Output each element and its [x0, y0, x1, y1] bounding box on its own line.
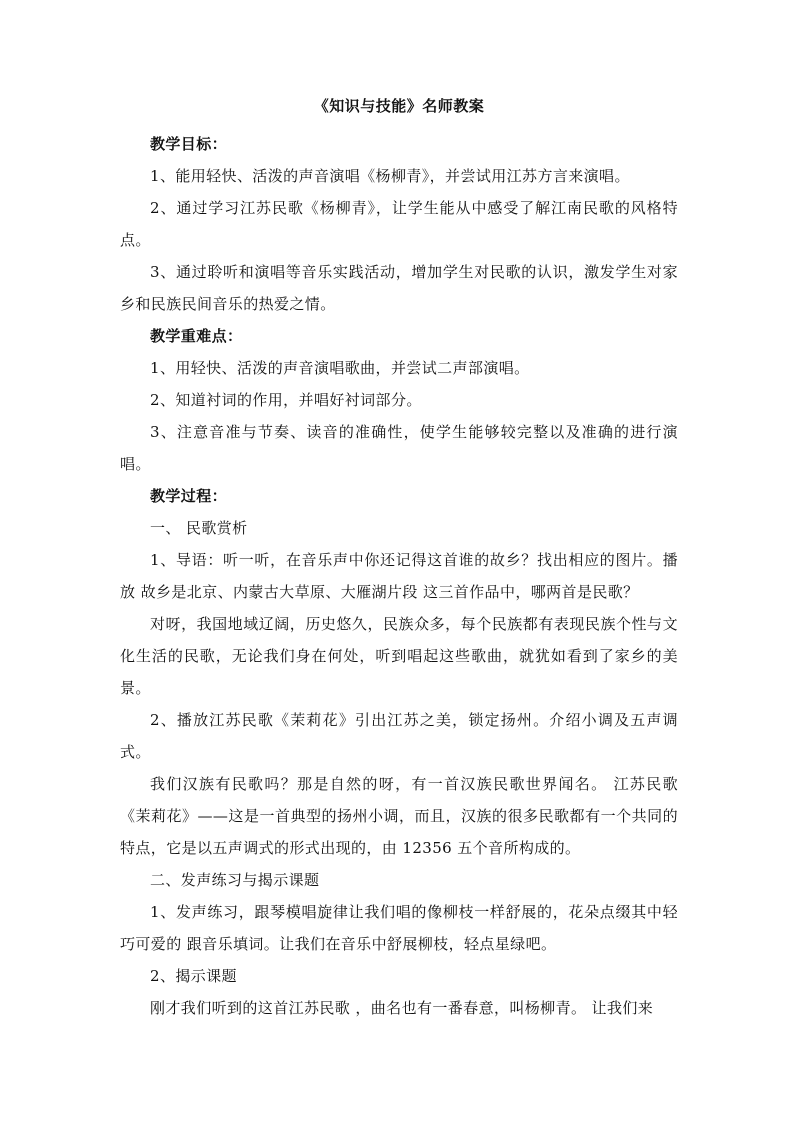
document-title: 《知识与技能》名师教案 [313, 97, 485, 115]
process-part-2-title: 二、发声练习与揭示课题 [150, 871, 320, 889]
objective-3: 3、通过聆听和演唱等音乐实践活动，增加学生对民歌的认识，激发学生对家乡和民族民间音乐的热爱之情。 [120, 263, 678, 313]
process-paragraph: 1、发声练习，跟琴模唱旋律让我们唱的像柳枝一样舒展的，花朵点缀其中轻巧可爱的 跟音乐填词。让我们在音乐中舒展柳枝，轻点星绿吧。 [120, 903, 678, 953]
objective-1: 1、能用轻快、活泼的声音演唱《杨柳青》，并尝试用江苏方言来演唱。 [150, 167, 630, 185]
process-paragraph: 对呀，我国地域辽阔，历史悠久，民族众多，每个民族都有表现民族个性与文化生活的民歌，无论我们身在何处，听到唱起这些歌曲，就犹如看到了家乡的美景。 [120, 615, 678, 697]
section-heading-process: 教学过程： [150, 487, 228, 505]
section-heading-key-points: 教学重难点： [150, 327, 243, 345]
key-point-1: 1、用轻快、活泼的声音演唱歌曲，并尝试二声部演唱。 [150, 359, 530, 377]
document-page [120, 96, 678, 1024]
process-paragraph: 2、揭示课题 [150, 967, 237, 985]
process-paragraph: 我们汉族有民歌吗？那是自然的呀，有一首汉族民歌世界闻名。 江苏民歌《茉莉花》——这是一首典型的扬州小调，而且，汉族的很多民歌都有一个共同的特点，它是以五声调式的形式出现的，由 12356 五个音所构成的。 [120, 775, 678, 857]
key-point-2: 2、知道衬词的作用，并唱好衬词部分。 [150, 391, 422, 409]
section-heading-objectives: 教学目标： [150, 135, 228, 153]
objective-2: 2、通过学习江苏民歌《杨柳青》，让学生能从中感受了解江南民歌的风格特点。 [120, 199, 678, 249]
process-part-1-title: 一、 民歌赏析 [150, 519, 248, 537]
process-paragraph: 1、导语：听一听，在音乐声中你还记得这首谁的故乡？找出相应的图片。播放 故乡是北京、内蒙古大草原、大雁湖片段 这三首作品中，哪两首是民歌？ [120, 551, 678, 601]
process-paragraph: 2、播放江苏民歌《茉莉花》引出江苏之美，锁定扬州。介绍小调及五声调式。 [120, 711, 678, 761]
process-paragraph: 刚才我们听到的这首江苏民歌 ，曲名也有一番春意，叫杨柳青。 让我们来 [150, 999, 654, 1017]
key-point-3: 3、注意音准与节奏、读音的准确性，使学生能够较完整以及准确的进行演唱。 [120, 423, 678, 473]
